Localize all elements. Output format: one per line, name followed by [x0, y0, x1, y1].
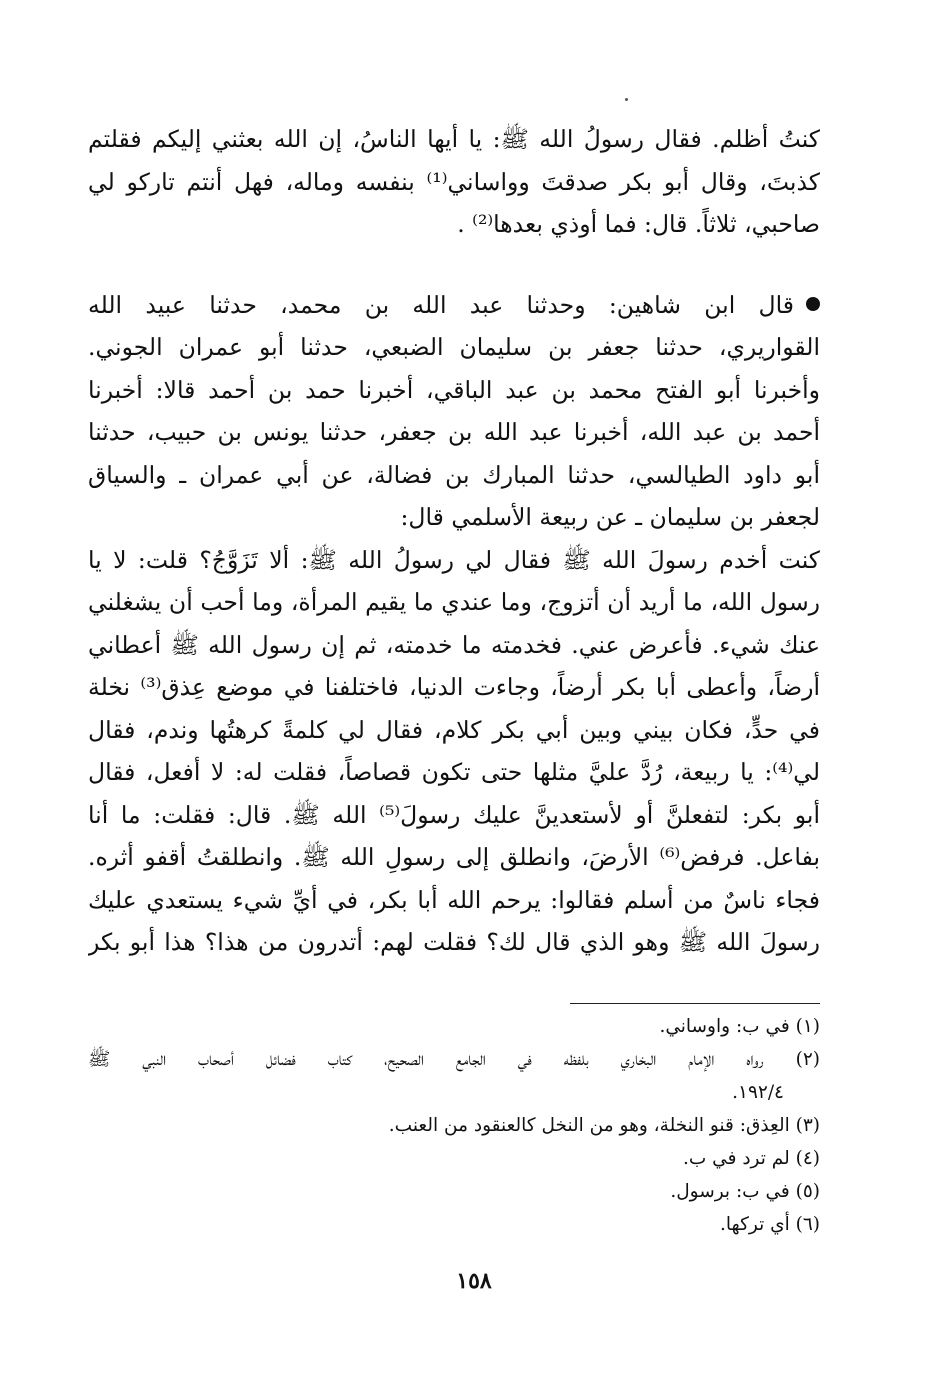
text-line: صاحبي، ثلاثاً. قال: فما أوذي بعدها⁽²⁾ .: [457, 210, 820, 238]
footnote-6: (٦) أي تركها.: [720, 1214, 820, 1235]
footnote-5: (٥) في ب: برسول.: [670, 1181, 820, 1202]
text-line: عنك شيء. فأعرض عني. فخدمته ما خدمته، ثم إن رسول الله ﷺ أعطاني: [88, 630, 820, 659]
footnote-3: (٣) العِذق: قنو النخلة، وهو من النخل كالعنقود من العنب.: [388, 1115, 820, 1136]
text-line: أحمد بن عبد الله، أخبرنا عبد الله بن جعفر، حدثنا يونس بن حبيب، حدثنا: [88, 418, 820, 446]
text-line: القواريري، حدثنا جعفر بن سليمان الضبعي، حدثنا أبو عمران الجوني.: [88, 333, 820, 361]
footnote-1: (١) في ب: واوساني.: [659, 1016, 820, 1037]
text-line: أرضاً، وأعطى أبا بكر أرضاً، وجاءت الدنيا، فاختلفنا في موضع عِذق⁽³⁾ نخلة: [88, 673, 820, 701]
text-line-content: قال ابن شاهين: وحدثنا عبد الله بن محمد، حدثنا عبيد الله: [88, 290, 794, 319]
footnotes: [88, 1010, 820, 1241]
text-line: كنتُ أظلم. فقال رسولُ الله ﷺ: يا أيها الناسُ، إن الله بعثني إليكم فقلتم: [88, 125, 820, 153]
footnote-divider: [570, 1003, 820, 1004]
text-line: كنت أخدم رسولَ الله ﷺ فقال لي رسولُ الله ﷺ: ألا تَزَوَّجُ؟ قلت: لا يا: [88, 545, 820, 574]
text-line: لجعفر بن سليمان ـ عن ربيعة الأسلمي قال:: [400, 503, 820, 531]
main-text: [88, 118, 820, 964]
text-line: أبو داود الطيالسي، حدثنا المبارك بن فضالة، عن أبي عمران ـ والسياق: [88, 460, 820, 489]
bullet-icon: [806, 297, 820, 311]
paragraph-2: [88, 284, 820, 539]
text-line: بفاعل. فرفض⁽⁶⁾ الأرضَ، وانطلق إلى رسولِ الله ﷺ. وانطلقتُ أقفو أثره.: [88, 843, 820, 871]
text-line: أبو بكر: لتفعلنَّ أو لأستعدينَّ عليك رسولَ⁽⁵⁾ الله ﷺ. قال: فقلت: ما أنا: [88, 800, 820, 829]
paragraph-spacer: [88, 246, 820, 284]
page-speck: [625, 98, 628, 101]
text-line: لي⁽⁴⁾: يا ربيعة، رُدَّ عليَّ مثلها حتى تكون قصاصاً، فقلت له: لا أفعل، فقال: [88, 758, 820, 786]
text-line: وأخبرنا أبو الفتح محمد بن عبد الباقي، أخبرنا حمد بن أحمد قالا: أخبرنا: [88, 375, 820, 404]
page-number: ١٥٨: [456, 1268, 492, 1294]
footnote-2: (٢) رواه الإمام البخاري بلفظه في الجامع الصحيح، كتاب فضائل أصحاب النبي ﷺ: [88, 1049, 820, 1070]
text-line: رسول الله، ما أريد أن أتزوج، وما عندي ما يقيم المرأة، وما أحب أن يشغلني: [88, 588, 820, 616]
footnote-2-continuation: ١٩٢/٤.: [732, 1082, 784, 1103]
paragraph-3: [88, 539, 820, 964]
paragraph-1: [88, 118, 820, 246]
text-line: رسولَ الله ﷺ وهو الذي قال لك؟ فقلت لهم: أتدرون من هذا؟ هذا أبو بكر: [88, 928, 820, 956]
text-line: كذبتَ، وقال أبو بكر صدقتَ وواساني⁽¹⁾ بنفسه وماله، فهل أنتم تاركو لي: [88, 167, 820, 196]
footnote-4: (٤) لم ترد في ب.: [683, 1148, 820, 1169]
text-line: في حدٍّ، فكان بيني وبين أبي بكر كلام، فقال لي كلمةً كرهتُها وندم، فقال: [88, 715, 820, 744]
text-line: فجاء ناسٌ من أسلم فقالوا: يرحم الله أبا بكر، في أيِّ شيء يستعدي عليك: [88, 885, 820, 914]
text-line: [88, 284, 820, 327]
